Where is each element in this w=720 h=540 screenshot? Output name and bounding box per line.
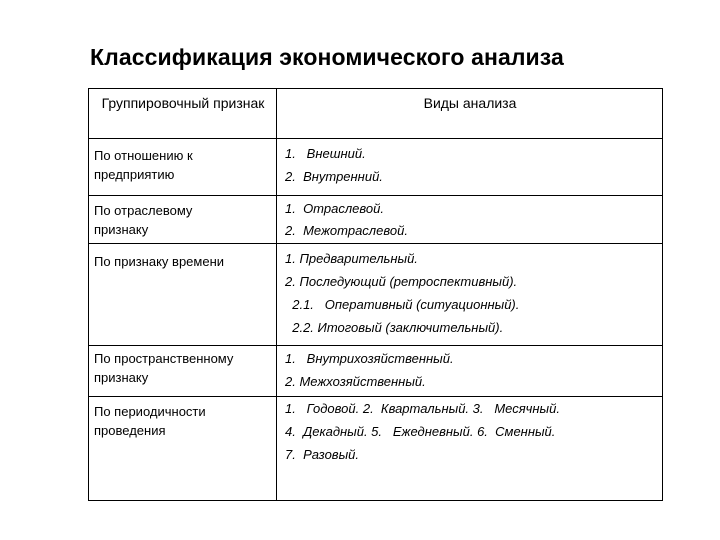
row-types	[285, 349, 659, 395]
classification-table	[88, 88, 663, 501]
header-types: Виды анализа	[423, 95, 517, 111]
row-criterion: По отраслевому признаку	[94, 203, 193, 237]
page-title: Классификация экономического анализа	[90, 44, 564, 70]
row-criterion: По пространственному признаку	[94, 351, 234, 385]
row-divider	[89, 138, 662, 139]
analysis-type-item: 4. Декадный. 5. Ежедневный. 6. Сменный.	[285, 424, 556, 439]
analysis-type-item: 2. Межотраслевой.	[285, 223, 408, 238]
analysis-type-item: 1. Внутрихозяйственный.	[285, 351, 454, 366]
analysis-type-item: 1. Внешний.	[285, 146, 366, 161]
row-divider	[89, 243, 662, 244]
row-divider	[89, 195, 662, 196]
analysis-type-item: 1. Годовой. 2. Квартальный. 3. Месячный.	[285, 401, 560, 416]
analysis-type-item: 2.1. Оперативный (ситуационный).	[285, 297, 520, 312]
analysis-type-item: 1. Отраслевой.	[285, 201, 384, 216]
analysis-type-item: 7. Разовый.	[285, 447, 360, 462]
row-criterion: По периодичности проведения	[94, 404, 206, 438]
row-criterion: По отношению к предприятию	[94, 148, 193, 182]
analysis-type-item: 2.2. Итоговый (заключительный).	[285, 320, 504, 335]
analysis-type-item: 2. Внутренний.	[285, 169, 383, 184]
analysis-type-item: 1. Предварительный.	[285, 251, 418, 266]
row-types	[285, 399, 659, 468]
row-types	[285, 249, 659, 341]
row-divider	[89, 396, 662, 397]
row-types	[285, 144, 659, 190]
column-divider	[276, 89, 277, 500]
row-criterion: По признаку времени	[94, 254, 225, 269]
row-divider	[89, 345, 662, 346]
row-types	[285, 199, 659, 243]
analysis-type-item: 2. Последующий (ретроспективный).	[285, 274, 518, 289]
analysis-type-item: 2. Межхозяйственный.	[285, 374, 426, 389]
header-criterion: Группировочный признак	[101, 95, 265, 111]
